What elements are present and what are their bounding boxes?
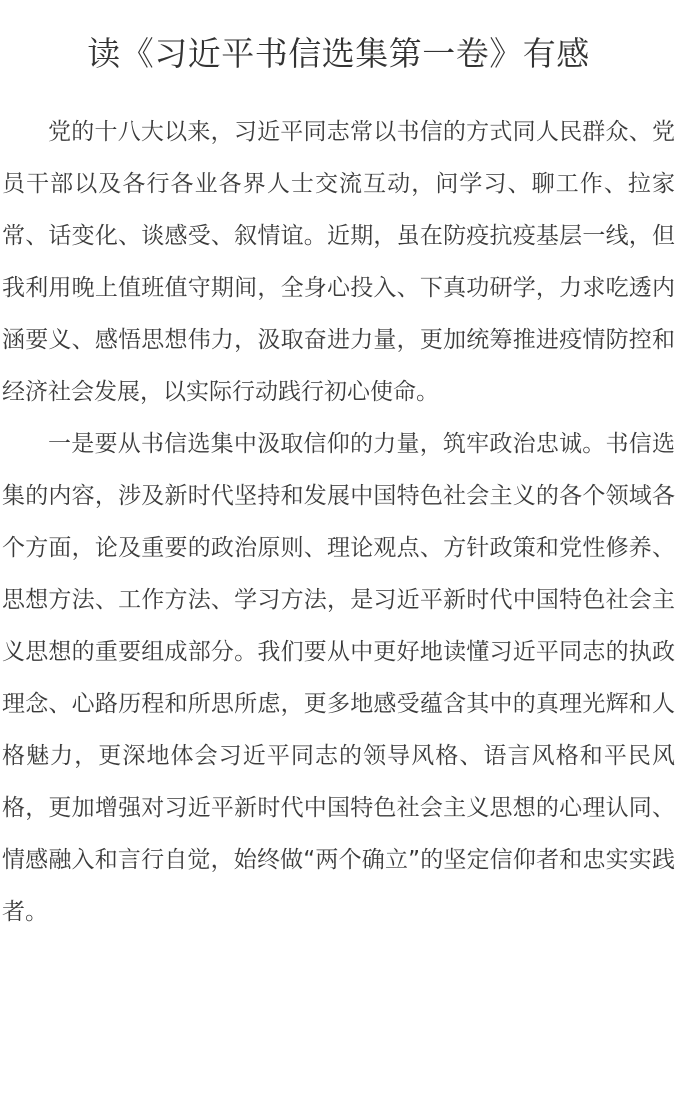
article-paragraph: 党的十八大以来，习近平同志常以书信的方式同人民群众、党员干部以及各行各业各界人士交流互动，问学习、聊工作、拉家常、话变化、谈感受、叙情谊。近期，虽在防疫抗疫基层一线，但我利用晚上值班值守期间，全身心投入、下真功研学，力求吃透内涵要义、感悟思想伟力，汲取奋进力量，更加统筹推进疫情防控和经济社会发展，以实际行动践行初心使命。: [2, 119, 675, 405]
article-body: [2, 106, 675, 938]
article-paragraph: 一是要从书信选集中汲取信仰的力量，筑牢政治忠诚。书信选集的内容，涉及新时代坚持和发展中国特色社会主义的各个领域各个方面，论及重要的政治原则、理论观点、方针政策和党性修养、思想方法、工作方法、学习方法，是习近平新时代中国特色社会主义思想的重要组成部分。我们要从中更好地读懂习近平同志的执政理念、心路历程和所思所虑，更多地感受蕴含其中的真理光辉和人格魅力，更深地体会习近平同志的领导风格、语言风格和平民风格，更加增强对习近平新时代中国特色社会主义思想的心理认同、情感融入和言行自觉，始终做“两个确立”的坚定信仰者和忠实实践者。: [2, 431, 675, 925]
article-title: 读《习近平书信选集第一卷》有感: [87, 34, 590, 73]
